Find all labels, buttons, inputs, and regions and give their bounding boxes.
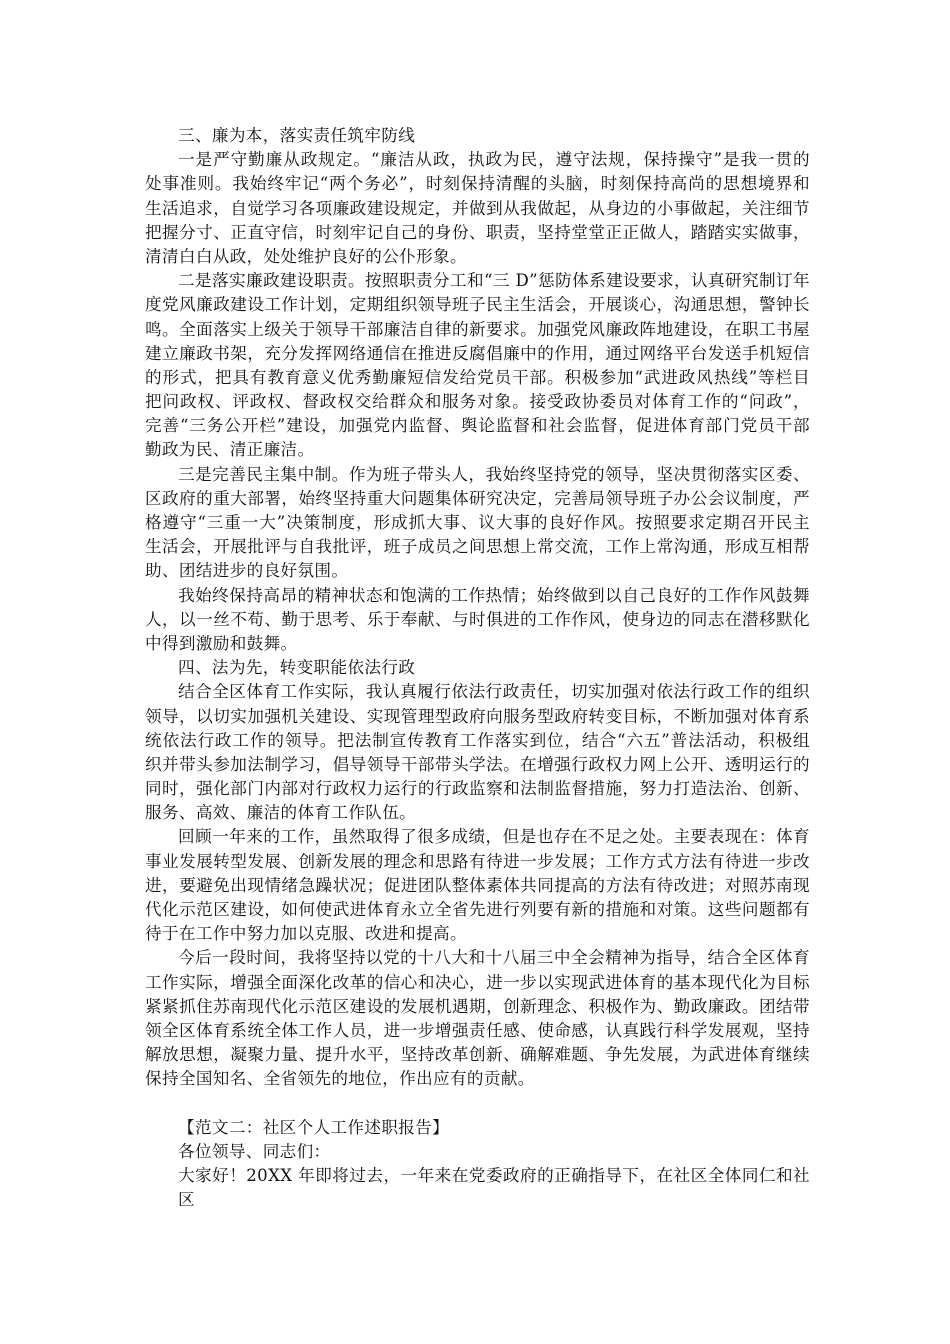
paragraph-line: 领全区体育系统全体工作人员，进一步增强责任感、使命感，认真践行科学发展观，坚持 [145, 1020, 810, 1040]
paragraph-first-line: 一是严守勤廉从政规定。“廉洁从政，执政为民，遵守法规，保持操守”是我一贯的 [178, 150, 810, 170]
paragraph-line: 进，要避免出现情绪急躁状况；促进团队整体素体共同提高的方法有待改进；对照苏南现 [145, 875, 810, 895]
paragraph-line: 统依法行政工作的领导。把法制宣传教育工作落实到位，结合“六五”普法活动，积极组 [145, 730, 810, 750]
paragraph-first-line: 回顾一年来的工作，虽然取得了很多成绩，但是也存在不足之处。主要表现在：体育 [178, 827, 810, 847]
paragraph-first-line: 二是落实廉政建设职责。按照职责分工和“三 D”惩防体系建设要求，认真研究制订年 [178, 271, 810, 291]
paragraph-line: 建立廉政书架，充分发挥网络通信在推进反腐倡廉中的作用，通过网络平台发送手机短信 [145, 343, 810, 363]
paragraph-line: 鸣。全面落实上级关于领导干部廉洁自律的新要求。加强党风廉政阵地建设，在职工书屋 [145, 319, 810, 339]
paragraph-line: 保持全国知名、全省领先的地位，作出应有的贡献。 [145, 1069, 535, 1089]
paragraph-first-line: 四、法为先，转变职能依法行政 [178, 658, 416, 678]
paragraph-line: 格遵守“三重一大”决策制度，形成抓大事、议大事的良好作风。按照要求定期召开民主 [145, 513, 810, 532]
paragraph-line: 待于在工作中努力加以克服、改进和提高。 [145, 924, 467, 944]
paragraph-first-line: 我始终保持高昂的精神状态和饱满的工作热情；始终做到以自己良好的工作作风鼓舞 [178, 585, 810, 605]
paragraph-line: 生活追求，自觉学习各项廉政建设规定，并做到从我做起，从身边的小事做起，关注细节 [145, 198, 810, 218]
document-page [145, 124, 810, 1210]
paragraph-line: 织并带头参加法制学习，倡导领导干部带头学法。在增强行政权力网上公开、透明运行的 [145, 754, 810, 774]
paragraph-line: 勤政为民、清正廉洁。 [145, 440, 315, 460]
paragraph-first-line: 结合全区体育工作实际，我认真履行依法行政责任，切实加强对依法行政工作的组织 [178, 682, 810, 702]
paragraph-line: 把握分寸、正直守信，时刻牢记自己的身份、职责，坚持堂堂正正做人，踏踏实实做事， [145, 222, 810, 242]
paragraph-line: 区政府的重大部署，始终坚持重大问题集体研究决定，完善局领导班子办公会议制度，严 [145, 488, 810, 508]
paragraph-line: 领导，以切实加强机关建设、实现管理型政府向服务型政府转变目标，不断加强对体育系 [145, 706, 810, 726]
text-section [145, 124, 810, 1092]
paragraph-line: 清清白白从政，处处维护良好的公仆形象。 [145, 246, 467, 266]
paragraph-line: 的形式，把具有教育意义优秀勤廉短信发给党员干部。积极参加“武进政风热线”等栏目 [145, 367, 810, 387]
paragraph-line: 同时，强化部门内部对行政权力运行的行政监察和法制监督措施，努力打造法治、创新、 [145, 779, 810, 799]
paragraph-line: 代化示范区建设，如何使武进体育永立全省先进行列要有新的措施和对策。这些问题都有 [145, 900, 810, 919]
paragraph-line: 度党风廉政建设工作计划，定期组织领导班子民主生活会，开展谈心，沟通思想，警钟长 [145, 295, 810, 315]
paragraph-first-line: 三、廉为本，落实责任筑牢防线 [178, 126, 416, 145]
section-gap [145, 1092, 810, 1116]
paragraph-first-line: 三是完善民主集中制。作为班子带头人，我始终坚持党的领导，坚决贯彻落实区委、 [178, 464, 810, 484]
text-section [145, 1116, 810, 1210]
paragraph-first-line: 各位领导、同志们： [178, 1141, 331, 1161]
paragraph-line: 完善“三务公开栏”建设，加强党内监督、舆论监督和社会监督，促进体育部门党员干部 [145, 416, 810, 436]
paragraph-line: 人，以一丝不苟、勤于思考、乐于奉献、与时俱进的工作作风，使身边的同志在潜移默化 [145, 609, 810, 629]
paragraph-line: 解放思想，凝聚力量、提升水平，坚持改革创新、确解难题、争先发展，为武进体育继续 [145, 1045, 810, 1065]
paragraph-line: 中得到激励和鼓舞。 [145, 633, 298, 653]
paragraph-first-line: 大家好！20XX 年即将过去，一年来在党委政府的正确指导下，在社区全体同仁和社区 [178, 1165, 810, 1210]
paragraph-line: 服务、高效、廉洁的体育工作队伍。 [145, 803, 417, 823]
paragraph-line: 把问政权、评政权、督政权交给群众和服务对象。接受政协委员对体育工作的“问政”， [145, 392, 810, 412]
paragraph-line: 处事准则。我始终牢记“两个务必”，时刻保持清醒的头脑，时刻保持高尚的思想境界和 [145, 174, 810, 194]
paragraph-first-line: 【范文二：社区个人工作述职报告】 [178, 1117, 450, 1137]
paragraph-line: 助、团结进步的良好氛围。 [145, 561, 349, 581]
paragraph-first-line: 今后一段时间，我将坚持以党的十八大和十八届三中全会精神为指导，结合全区体育 [178, 948, 810, 968]
paragraph-line: 工作实际，增强全面深化改革的信心和决心，进一步以实现武进体育的基本现代化为目标 [145, 972, 810, 992]
paragraph-line: 紧紧抓住苏南现代化示范区建设的发展机遇期，创新理念、积极作为、勤政廉政。团结带 [145, 996, 810, 1016]
paragraph-line: 生活会，开展批评与自我批评，班子成员之间思想上常交流，工作上常沟通，形成互相帮 [145, 537, 810, 557]
paragraph-line: 事业发展转型发展、创新发展的理念和思路有待进一步发展；工作方式方法有待进一步改 [145, 851, 810, 871]
